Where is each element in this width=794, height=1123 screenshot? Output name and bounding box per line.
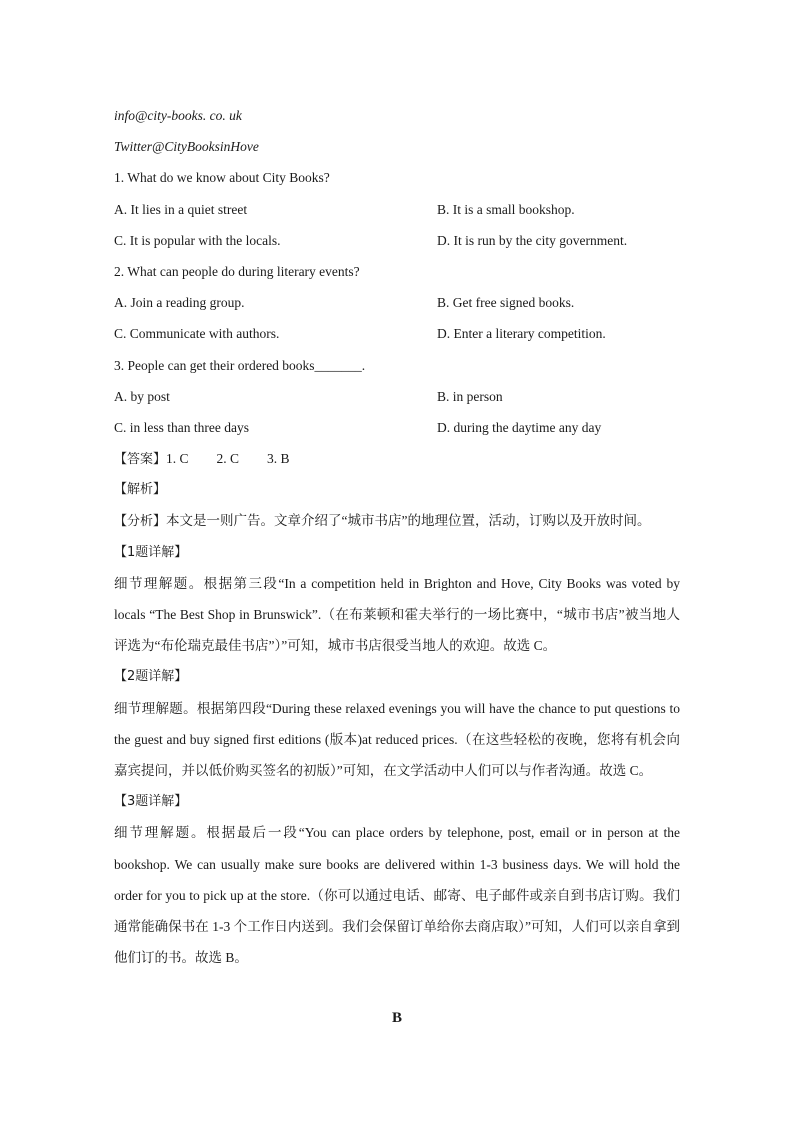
detail-2-text: 细节理解题。根据第四段“During these relaxed evenings you will have the chance to put questions to the guest and buy signed first editions (版本)at reduced prices.（在这些轻松的夜晚，您将有机会向嘉宾提问，并以低价购买签名的初版）”可知，在文学活动中人们可以与作者沟通。故选 C。 <box>114 700 680 779</box>
option-c: C. It is popular with the locals. <box>114 232 281 248</box>
question-3 <box>114 350 680 444</box>
option-b: B. It is a small bookshop. <box>437 201 575 217</box>
detail-3-text: 细节理解题。根据最后一段“You can place orders by telephone, post, email or in person at the bookshop. We can usually make sure books are delivered within 1-3 business days. We will hold the order for you to pick up at the store.（你可以通过电话、邮寄、电子邮件或亲自到书店订购。我们通常能确保书在 1-3 个工作日内送到。我们会保留订单给你去商店取）”可知，人们可以亲自拿到他们订的书。故选 B。 <box>114 825 680 966</box>
option-row <box>114 381 680 412</box>
option-row <box>114 318 680 349</box>
option-a: A. It lies in a quiet street <box>114 201 248 217</box>
detail-3-label: 【3题详解】 <box>114 794 188 810</box>
detail-1-text: 细节理解题。根据第三段“In a competition held in Brighton and Hove, City Books was voted by locals “The Best Shop in Brunswick”.（在布莱顿和霍夫举行的一场比赛中，“城市书店”被当地人评选为“布伦瑞克最佳书店”）”可知，城市书店很受当地人的欢迎。故选 C。 <box>114 575 680 654</box>
contact-twitter: Twitter@CityBooksinHove <box>114 139 259 155</box>
option-b: B. Get free signed books. <box>437 295 575 311</box>
contact-email: info@city-books. co. uk <box>114 108 242 123</box>
section-heading: B <box>391 1010 402 1026</box>
document-page <box>114 100 680 973</box>
option-row <box>114 194 680 225</box>
detail-2-label: 【2题详解】 <box>114 669 188 685</box>
option-c: C. Communicate with authors. <box>114 326 280 342</box>
option-a: A. Join a reading group. <box>114 295 245 311</box>
question-stem: 1. What do we know about City Books? <box>114 170 330 186</box>
question-stem: 2. What can people do during literary events? <box>114 263 360 279</box>
option-d: D. during the daytime any day <box>437 419 602 435</box>
detail-1-label: 【1题详解】 <box>114 544 188 560</box>
answer-item: 1. C <box>166 451 189 467</box>
option-c: C. in less than three days <box>114 419 249 435</box>
option-row <box>114 225 680 256</box>
option-a: A. by post <box>114 388 170 404</box>
option-d: D. It is run by the city government. <box>437 232 628 248</box>
analysis-label: 【解析】 <box>114 482 167 498</box>
option-row <box>114 287 680 318</box>
option-d: D. Enter a literary competition. <box>437 326 606 342</box>
answer-item: 2. C <box>216 451 240 467</box>
option-row <box>114 412 680 443</box>
answer-item: 3. B <box>267 451 290 467</box>
answer-line <box>114 443 680 474</box>
question-1 <box>114 162 680 256</box>
answer-label: 【答案】 <box>114 452 167 468</box>
summary-line <box>114 505 680 536</box>
summary-label: 【分析】 <box>114 514 167 530</box>
summary-text: 本文是一则广告。文章介绍了“城市书店”的地理位置，活动，订购以及开放时间。 <box>166 513 651 529</box>
option-b: B. in person <box>437 388 503 404</box>
question-2 <box>114 256 680 350</box>
question-stem: 3. People can get their ordered books_______. <box>114 357 366 373</box>
